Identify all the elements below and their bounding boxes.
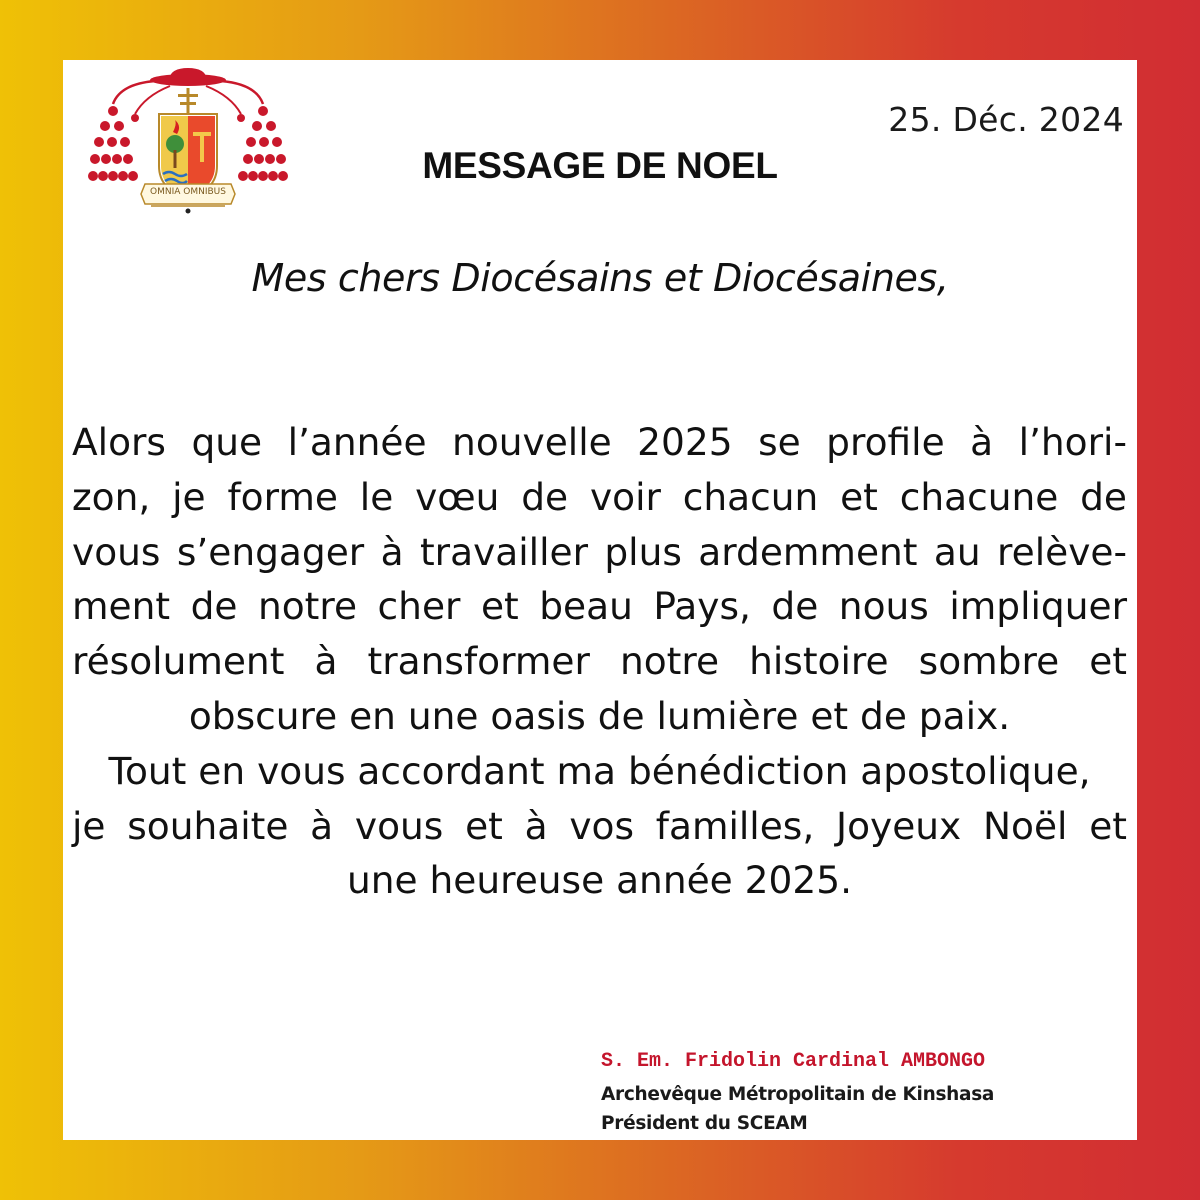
signature-title: Archevêque Métropolitain de Kinshasa: [601, 1084, 995, 1105]
message-card: [63, 60, 1137, 1140]
body-line: ment de notre cher et beau Pays, de nous impliquer: [72, 584, 1127, 629]
body-line: une heureuse année 2025.: [346, 858, 853, 903]
body-line: je souhaite à vous et à vos familles, Joyeux Noël et: [72, 803, 1127, 848]
message-body: [72, 415, 1127, 908]
body-line: zon, je forme le vœu de voir chacun et chacune de: [72, 474, 1127, 519]
salutation: Mes chers Diocésains et Diocésaines,: [251, 256, 949, 300]
body-line: résolument à transformer notre histoire sombre et: [72, 639, 1127, 684]
coat-motto: OMNIA OMNIBUS: [150, 187, 226, 197]
body-line: Tout en vous accordant ma bénédiction apostolique,: [108, 748, 1091, 793]
signature-title: Président du SCEAM: [601, 1113, 808, 1134]
page-title: MESSAGE DE NOEL: [422, 145, 778, 186]
body-line: Alors que l’année nouvelle 2025 se profile à l’hori-: [72, 420, 1127, 464]
message-date: 25. Déc. 2024: [888, 100, 1124, 139]
body-line: vous s’engager à travailler plus ardemment au relève-: [72, 529, 1127, 574]
signature-name: S. Em. Fridolin Cardinal AMBONGO: [601, 1050, 986, 1073]
body-line: obscure en une oasis de lumière et de paix.: [188, 693, 1011, 738]
